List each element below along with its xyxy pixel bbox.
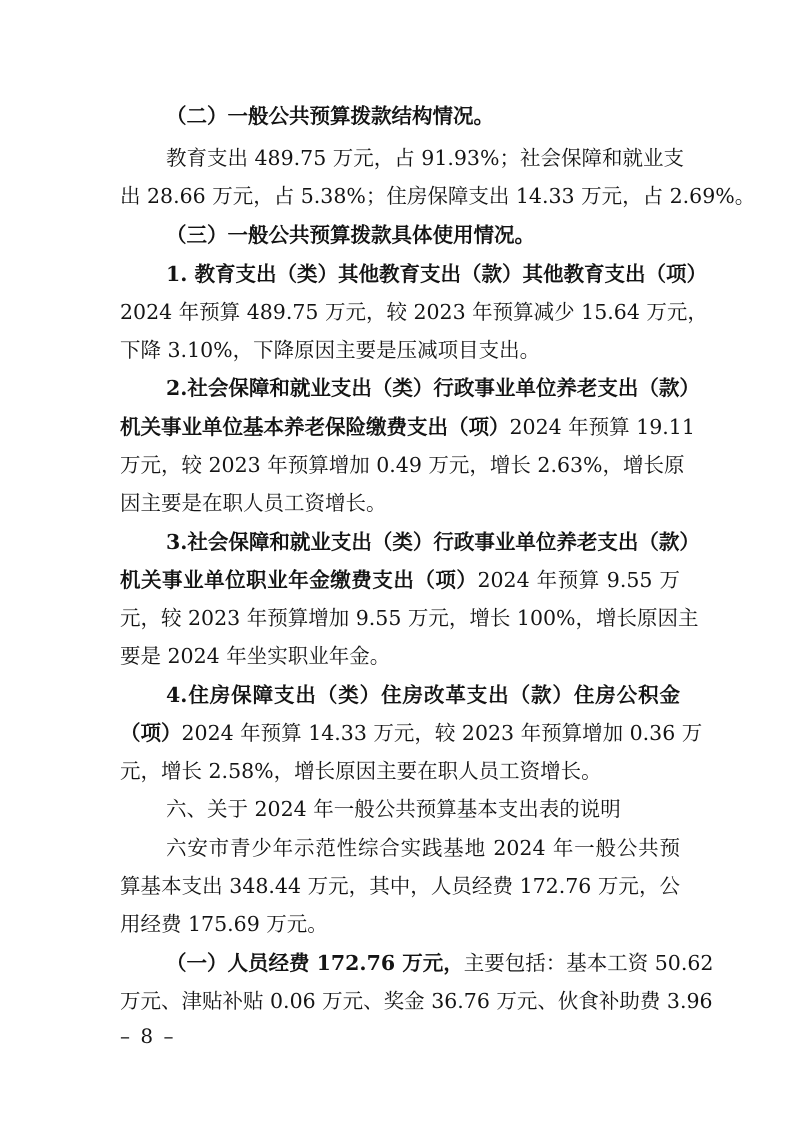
text-run: 六安市青少年示范性综合实践基地 2024 年一般公共预	[166, 836, 680, 860]
text-run: 元，增长 2.58%，增长原因主要在职人员工资增长。	[120, 759, 602, 783]
paragraph-line	[120, 717, 703, 749]
text-run: 2024 年预算 19.11	[509, 415, 695, 439]
paragraph-line	[120, 870, 680, 902]
paragraph-line	[120, 602, 699, 634]
item-heading-housing	[166, 679, 680, 711]
paragraph-line	[166, 832, 680, 864]
heading-allocation-usage	[166, 219, 680, 251]
paragraph-line	[120, 334, 680, 366]
section-heading-basic-expenditure	[166, 793, 680, 825]
text-run: 要是 2024 年坐实职业年金。	[120, 644, 391, 668]
text-run: 万元，较 2023 年预算增加 0.49 万元，增长 2.63%，增长原	[120, 453, 685, 477]
text-run: 万元、津贴补贴 0.06 万元、奖金 36.76 万元、伙食补助费 3.96	[120, 989, 713, 1013]
paragraph-line	[120, 755, 680, 787]
bold-text-run: 4.住房保障支出（类）住房改革支出（款）住房公积金	[166, 683, 680, 707]
text-run: 主要包括：基本工资 50.62	[463, 951, 714, 975]
item-heading-education	[166, 258, 708, 290]
paragraph-line	[120, 640, 680, 672]
text-run: 因主要是在职人员工资增长。	[120, 491, 387, 515]
paragraph-line	[120, 985, 713, 1017]
paragraph-line	[120, 411, 695, 443]
bold-text-run: 机关事业单位基本养老保险缴费支出（项）	[120, 415, 510, 439]
item-heading-annuity	[166, 526, 700, 558]
item-heading-personnel	[166, 947, 714, 979]
paragraph-line	[120, 296, 708, 328]
text-run: 2024 年预算 14.33 万元，较 2023 年预算增加 0.36 万	[181, 721, 703, 745]
bold-text-run: 1. 教育支出（类）其他教育支出（款）其他教育支出（项）	[166, 262, 708, 286]
text-run: 六、关于 2024 年一般公共预算基本支出表的说明	[166, 797, 621, 821]
text-run: 出 28.66 万元，占 5.38%；住房保障支出 14.33 万元，占 2.69%。	[120, 184, 756, 208]
text-run: 算基本支出 348.44 万元，其中，人员经费 172.76 万元，公	[120, 874, 680, 898]
paragraph-line	[120, 908, 680, 940]
paragraph-line	[166, 142, 684, 174]
text-run: 元，较 2023 年预算增加 9.55 万元，增长 100%，增长原因主	[120, 606, 699, 630]
bold-text-run: （二）一般公共预算拨款结构情况。	[166, 104, 494, 128]
paragraph-line	[120, 487, 680, 519]
bold-text-run: 3.社会保障和就业支出（类）行政事业单位养老支出（款）	[166, 530, 700, 554]
page-number: – 8 –	[120, 1024, 176, 1048]
heading-allocation-structure	[166, 100, 680, 132]
paragraph-line	[120, 564, 680, 596]
bold-text-run: （一）人员经费 172.76 万元，	[166, 951, 464, 975]
bold-text-run: （项）	[120, 721, 182, 745]
text-run: 2024 年预算 9.55 万	[477, 568, 680, 592]
paragraph-line	[120, 180, 756, 212]
bold-text-run: 2.社会保障和就业支出（类）行政事业单位养老支出（款）	[166, 376, 700, 400]
bold-text-run: （三）一般公共预算拨款具体使用情况。	[166, 223, 535, 247]
text-run: 用经费 175.69 万元。	[120, 912, 328, 936]
paragraph-line	[120, 449, 685, 481]
text-run: 下降 3.10%，下降原因主要是压减项目支出。	[120, 338, 541, 362]
bold-text-run: 机关事业单位职业年金缴费支出（项）	[120, 568, 478, 592]
item-heading-pension	[166, 372, 700, 404]
text-run: 教育支出 489.75 万元，占 91.93%；社会保障和就业支	[166, 146, 684, 170]
text-run: 2024 年预算 489.75 万元，较 2023 年预算减少 15.64 万元，	[120, 300, 708, 324]
